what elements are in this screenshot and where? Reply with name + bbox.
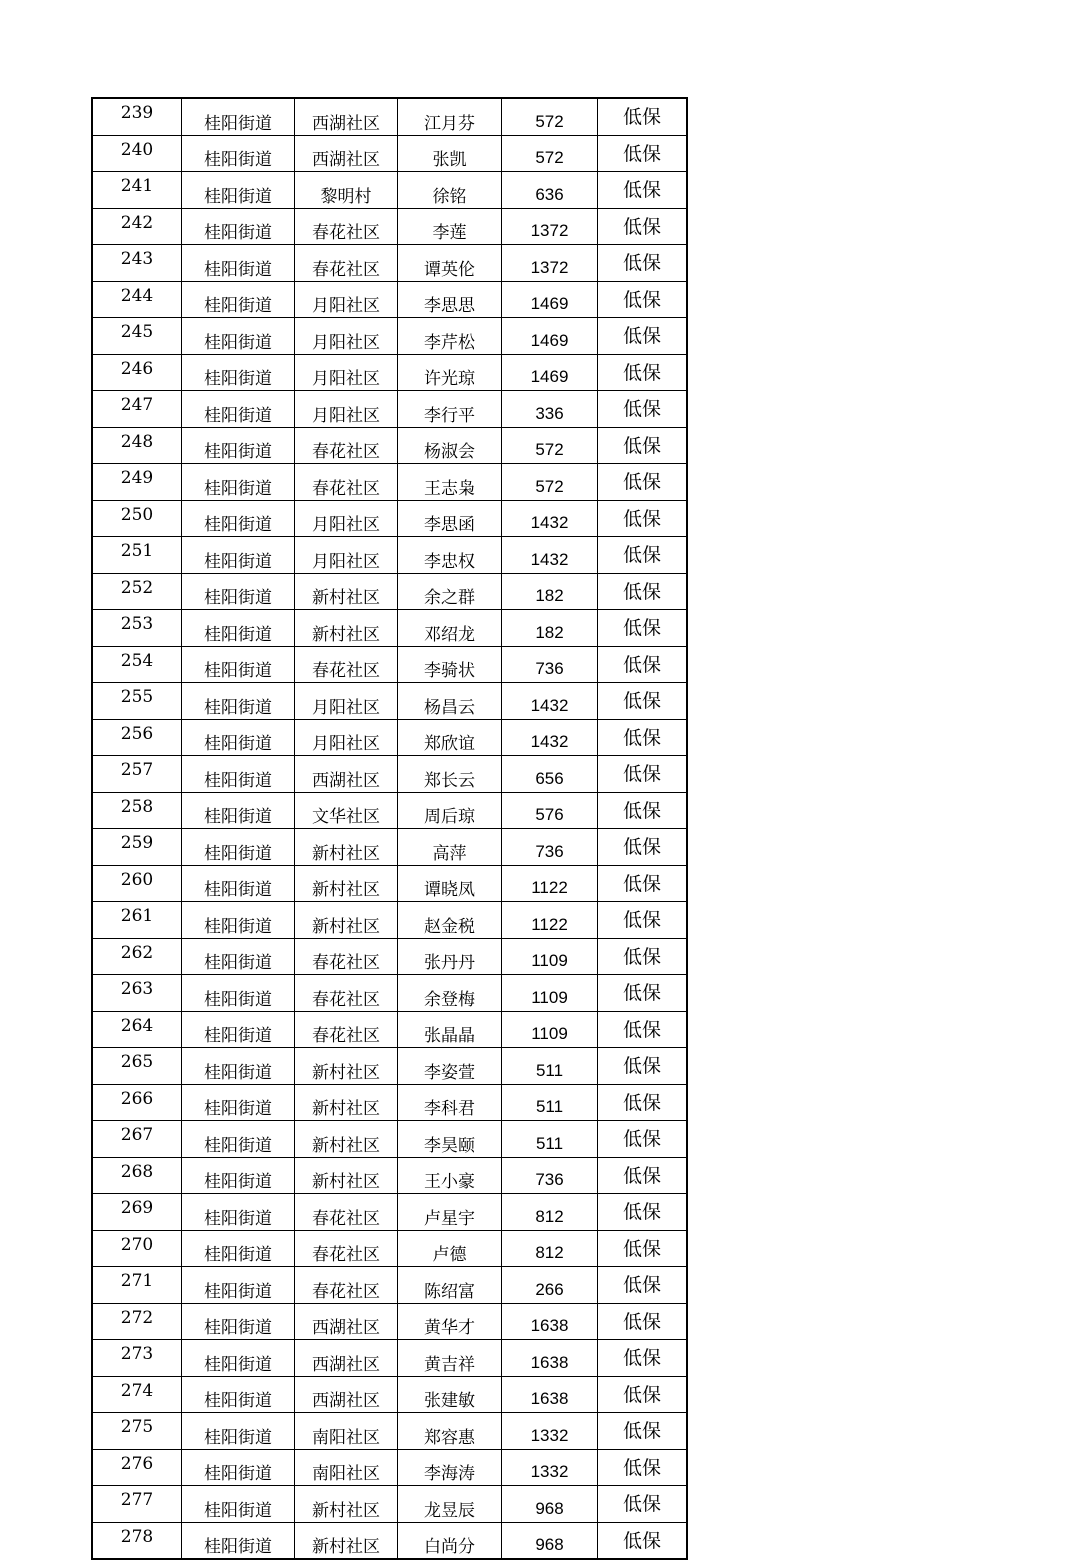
community-cell: 春花社区 xyxy=(295,1230,398,1267)
name-cell: 邓绍龙 xyxy=(398,610,502,647)
street-cell: 桂阳街道 xyxy=(182,391,295,428)
row-number-cell: 258 xyxy=(92,792,182,829)
type-cell: 低保 xyxy=(598,208,688,245)
street-cell: 桂阳街道 xyxy=(182,975,295,1012)
amount-cell: 1638 xyxy=(502,1303,598,1340)
amount-cell: 572 xyxy=(502,427,598,464)
street-cell: 桂阳街道 xyxy=(182,646,295,683)
street-cell: 桂阳街道 xyxy=(182,829,295,866)
name-cell: 赵金税 xyxy=(398,902,502,939)
row-number-cell: 254 xyxy=(92,646,182,683)
type-cell: 低保 xyxy=(598,683,688,720)
amount-cell: 511 xyxy=(502,1048,598,1085)
row-number-cell: 259 xyxy=(92,829,182,866)
row-number-cell: 240 xyxy=(92,135,182,172)
table-row xyxy=(92,1157,687,1194)
table-row xyxy=(92,281,687,318)
community-cell: 新村社区 xyxy=(295,573,398,610)
community-cell: 新村社区 xyxy=(295,1522,398,1559)
row-number-cell: 273 xyxy=(92,1340,182,1377)
name-cell: 李忠权 xyxy=(398,537,502,574)
amount-cell: 182 xyxy=(502,573,598,610)
community-cell: 西湖社区 xyxy=(295,1340,398,1377)
type-cell: 低保 xyxy=(598,245,688,282)
table-row xyxy=(92,354,687,391)
type-cell: 低保 xyxy=(598,573,688,610)
community-cell: 西湖社区 xyxy=(295,1376,398,1413)
name-cell: 黄华才 xyxy=(398,1303,502,1340)
table-row xyxy=(92,646,687,683)
amount-cell: 736 xyxy=(502,646,598,683)
community-cell: 南阳社区 xyxy=(295,1413,398,1450)
amount-cell: 736 xyxy=(502,829,598,866)
table-body xyxy=(92,98,687,1559)
community-cell: 月阳社区 xyxy=(295,537,398,574)
type-cell: 低保 xyxy=(598,1522,688,1559)
row-number-cell: 251 xyxy=(92,537,182,574)
row-number-cell: 257 xyxy=(92,756,182,793)
type-cell: 低保 xyxy=(598,1048,688,1085)
row-number-cell: 270 xyxy=(92,1230,182,1267)
amount-cell: 1372 xyxy=(502,208,598,245)
name-cell: 张凯 xyxy=(398,135,502,172)
type-cell: 低保 xyxy=(598,1230,688,1267)
row-number-cell: 267 xyxy=(92,1121,182,1158)
type-cell: 低保 xyxy=(598,427,688,464)
street-cell: 桂阳街道 xyxy=(182,1267,295,1304)
community-cell: 新村社区 xyxy=(295,1157,398,1194)
community-cell: 月阳社区 xyxy=(295,354,398,391)
table-row xyxy=(92,1486,687,1523)
name-cell: 张丹丹 xyxy=(398,938,502,975)
community-cell: 春花社区 xyxy=(295,1267,398,1304)
street-cell: 桂阳街道 xyxy=(182,938,295,975)
table-row xyxy=(92,537,687,574)
type-cell: 低保 xyxy=(598,281,688,318)
table-row xyxy=(92,427,687,464)
street-cell: 桂阳街道 xyxy=(182,610,295,647)
name-cell: 王志枭 xyxy=(398,464,502,501)
row-number-cell: 245 xyxy=(92,318,182,355)
table-row xyxy=(92,865,687,902)
type-cell: 低保 xyxy=(598,1194,688,1231)
type-cell: 低保 xyxy=(598,1376,688,1413)
community-cell: 春花社区 xyxy=(295,1011,398,1048)
row-number-cell: 274 xyxy=(92,1376,182,1413)
name-cell: 江月芬 xyxy=(398,98,502,135)
amount-cell: 968 xyxy=(502,1486,598,1523)
table-row xyxy=(92,1522,687,1559)
amount-cell: 572 xyxy=(502,98,598,135)
street-cell: 桂阳街道 xyxy=(182,281,295,318)
type-cell: 低保 xyxy=(598,1121,688,1158)
table-row xyxy=(92,829,687,866)
name-cell: 周后琼 xyxy=(398,792,502,829)
street-cell: 桂阳街道 xyxy=(182,792,295,829)
type-cell: 低保 xyxy=(598,1157,688,1194)
name-cell: 郑欣谊 xyxy=(398,719,502,756)
name-cell: 陈绍富 xyxy=(398,1267,502,1304)
beneficiary-table xyxy=(91,97,688,1560)
type-cell: 低保 xyxy=(598,1303,688,1340)
table-row xyxy=(92,208,687,245)
table-row xyxy=(92,610,687,647)
community-cell: 月阳社区 xyxy=(295,281,398,318)
street-cell: 桂阳街道 xyxy=(182,318,295,355)
amount-cell: 1332 xyxy=(502,1413,598,1450)
street-cell: 桂阳街道 xyxy=(182,135,295,172)
type-cell: 低保 xyxy=(598,172,688,209)
table-row xyxy=(92,1267,687,1304)
row-number-cell: 239 xyxy=(92,98,182,135)
name-cell: 李昊颐 xyxy=(398,1121,502,1158)
community-cell: 新村社区 xyxy=(295,829,398,866)
type-cell: 低保 xyxy=(598,1011,688,1048)
name-cell: 许光琼 xyxy=(398,354,502,391)
amount-cell: 1372 xyxy=(502,245,598,282)
community-cell: 新村社区 xyxy=(295,1486,398,1523)
table-row xyxy=(92,391,687,428)
row-number-cell: 255 xyxy=(92,683,182,720)
name-cell: 卢德 xyxy=(398,1230,502,1267)
table-row xyxy=(92,500,687,537)
community-cell: 春花社区 xyxy=(295,938,398,975)
name-cell: 李芹松 xyxy=(398,318,502,355)
name-cell: 徐铭 xyxy=(398,172,502,209)
amount-cell: 336 xyxy=(502,391,598,428)
type-cell: 低保 xyxy=(598,829,688,866)
amount-cell: 182 xyxy=(502,610,598,647)
type-cell: 低保 xyxy=(598,318,688,355)
amount-cell: 812 xyxy=(502,1230,598,1267)
row-number-cell: 249 xyxy=(92,464,182,501)
community-cell: 新村社区 xyxy=(295,610,398,647)
amount-cell: 1109 xyxy=(502,938,598,975)
community-cell: 春花社区 xyxy=(295,646,398,683)
name-cell: 余之群 xyxy=(398,573,502,610)
amount-cell: 656 xyxy=(502,756,598,793)
type-cell: 低保 xyxy=(598,98,688,135)
row-number-cell: 269 xyxy=(92,1194,182,1231)
street-cell: 桂阳街道 xyxy=(182,500,295,537)
name-cell: 李莲 xyxy=(398,208,502,245)
amount-cell: 1638 xyxy=(502,1340,598,1377)
amount-cell: 736 xyxy=(502,1157,598,1194)
table-row xyxy=(92,975,687,1012)
community-cell: 新村社区 xyxy=(295,902,398,939)
row-number-cell: 241 xyxy=(92,172,182,209)
street-cell: 桂阳街道 xyxy=(182,1486,295,1523)
amount-cell: 1109 xyxy=(502,975,598,1012)
street-cell: 桂阳街道 xyxy=(182,464,295,501)
street-cell: 桂阳街道 xyxy=(182,245,295,282)
street-cell: 桂阳街道 xyxy=(182,354,295,391)
type-cell: 低保 xyxy=(598,1486,688,1523)
name-cell: 张建敏 xyxy=(398,1376,502,1413)
community-cell: 春花社区 xyxy=(295,975,398,1012)
row-number-cell: 278 xyxy=(92,1522,182,1559)
street-cell: 桂阳街道 xyxy=(182,208,295,245)
street-cell: 桂阳街道 xyxy=(182,719,295,756)
community-cell: 西湖社区 xyxy=(295,135,398,172)
type-cell: 低保 xyxy=(598,1449,688,1486)
table-row xyxy=(92,98,687,135)
type-cell: 低保 xyxy=(598,1267,688,1304)
community-cell: 西湖社区 xyxy=(295,1303,398,1340)
community-cell: 西湖社区 xyxy=(295,98,398,135)
street-cell: 桂阳街道 xyxy=(182,1157,295,1194)
row-number-cell: 261 xyxy=(92,902,182,939)
street-cell: 桂阳街道 xyxy=(182,172,295,209)
table-row xyxy=(92,1011,687,1048)
street-cell: 桂阳街道 xyxy=(182,98,295,135)
community-cell: 春花社区 xyxy=(295,1194,398,1231)
amount-cell: 1332 xyxy=(502,1449,598,1486)
type-cell: 低保 xyxy=(598,135,688,172)
type-cell: 低保 xyxy=(598,902,688,939)
community-cell: 新村社区 xyxy=(295,865,398,902)
table-row xyxy=(92,1340,687,1377)
street-cell: 桂阳街道 xyxy=(182,1413,295,1450)
row-number-cell: 263 xyxy=(92,975,182,1012)
table-row xyxy=(92,464,687,501)
name-cell: 谭晓凤 xyxy=(398,865,502,902)
row-number-cell: 266 xyxy=(92,1084,182,1121)
type-cell: 低保 xyxy=(598,756,688,793)
amount-cell: 1432 xyxy=(502,719,598,756)
amount-cell: 511 xyxy=(502,1121,598,1158)
type-cell: 低保 xyxy=(598,537,688,574)
community-cell: 新村社区 xyxy=(295,1084,398,1121)
street-cell: 桂阳街道 xyxy=(182,1194,295,1231)
amount-cell: 636 xyxy=(502,172,598,209)
name-cell: 李骑状 xyxy=(398,646,502,683)
type-cell: 低保 xyxy=(598,610,688,647)
name-cell: 白尚分 xyxy=(398,1522,502,1559)
row-number-cell: 268 xyxy=(92,1157,182,1194)
table-row xyxy=(92,1230,687,1267)
name-cell: 龙昱辰 xyxy=(398,1486,502,1523)
amount-cell: 1122 xyxy=(502,865,598,902)
community-cell: 新村社区 xyxy=(295,1121,398,1158)
table-row xyxy=(92,1303,687,1340)
street-cell: 桂阳街道 xyxy=(182,1449,295,1486)
type-cell: 低保 xyxy=(598,464,688,501)
community-cell: 春花社区 xyxy=(295,208,398,245)
amount-cell: 572 xyxy=(502,464,598,501)
type-cell: 低保 xyxy=(598,391,688,428)
type-cell: 低保 xyxy=(598,1084,688,1121)
amount-cell: 1432 xyxy=(502,683,598,720)
name-cell: 郑容惠 xyxy=(398,1413,502,1450)
amount-cell: 576 xyxy=(502,792,598,829)
row-number-cell: 275 xyxy=(92,1413,182,1450)
amount-cell: 1432 xyxy=(502,500,598,537)
community-cell: 月阳社区 xyxy=(295,391,398,428)
street-cell: 桂阳街道 xyxy=(182,427,295,464)
community-cell: 文华社区 xyxy=(295,792,398,829)
street-cell: 桂阳街道 xyxy=(182,1121,295,1158)
name-cell: 李思思 xyxy=(398,281,502,318)
row-number-cell: 256 xyxy=(92,719,182,756)
row-number-cell: 242 xyxy=(92,208,182,245)
name-cell: 高萍 xyxy=(398,829,502,866)
street-cell: 桂阳街道 xyxy=(182,1230,295,1267)
table-row xyxy=(92,1121,687,1158)
row-number-cell: 253 xyxy=(92,610,182,647)
name-cell: 李科君 xyxy=(398,1084,502,1121)
type-cell: 低保 xyxy=(598,1340,688,1377)
name-cell: 李海涛 xyxy=(398,1449,502,1486)
amount-cell: 266 xyxy=(502,1267,598,1304)
row-number-cell: 272 xyxy=(92,1303,182,1340)
street-cell: 桂阳街道 xyxy=(182,902,295,939)
name-cell: 郑长云 xyxy=(398,756,502,793)
row-number-cell: 265 xyxy=(92,1048,182,1085)
row-number-cell: 277 xyxy=(92,1486,182,1523)
community-cell: 月阳社区 xyxy=(295,683,398,720)
table-row xyxy=(92,318,687,355)
row-number-cell: 243 xyxy=(92,245,182,282)
amount-cell: 1469 xyxy=(502,318,598,355)
type-cell: 低保 xyxy=(598,975,688,1012)
amount-cell: 1432 xyxy=(502,537,598,574)
row-number-cell: 276 xyxy=(92,1449,182,1486)
row-number-cell: 250 xyxy=(92,500,182,537)
row-number-cell: 262 xyxy=(92,938,182,975)
amount-cell: 1469 xyxy=(502,354,598,391)
table-row xyxy=(92,683,687,720)
type-cell: 低保 xyxy=(598,646,688,683)
table-row xyxy=(92,1194,687,1231)
row-number-cell: 252 xyxy=(92,573,182,610)
type-cell: 低保 xyxy=(598,865,688,902)
street-cell: 桂阳街道 xyxy=(182,865,295,902)
street-cell: 桂阳街道 xyxy=(182,1303,295,1340)
table-row xyxy=(92,1048,687,1085)
community-cell: 月阳社区 xyxy=(295,500,398,537)
street-cell: 桂阳街道 xyxy=(182,1522,295,1559)
street-cell: 桂阳街道 xyxy=(182,1048,295,1085)
amount-cell: 812 xyxy=(502,1194,598,1231)
name-cell: 李姿萱 xyxy=(398,1048,502,1085)
community-cell: 黎明村 xyxy=(295,172,398,209)
name-cell: 杨昌云 xyxy=(398,683,502,720)
community-cell: 月阳社区 xyxy=(295,318,398,355)
street-cell: 桂阳街道 xyxy=(182,683,295,720)
type-cell: 低保 xyxy=(598,500,688,537)
community-cell: 新村社区 xyxy=(295,1048,398,1085)
table-row xyxy=(92,1449,687,1486)
name-cell: 李思函 xyxy=(398,500,502,537)
amount-cell: 1109 xyxy=(502,1011,598,1048)
street-cell: 桂阳街道 xyxy=(182,537,295,574)
table-row xyxy=(92,902,687,939)
community-cell: 春花社区 xyxy=(295,427,398,464)
row-number-cell: 271 xyxy=(92,1267,182,1304)
row-number-cell: 244 xyxy=(92,281,182,318)
name-cell: 李行平 xyxy=(398,391,502,428)
community-cell: 西湖社区 xyxy=(295,756,398,793)
amount-cell: 572 xyxy=(502,135,598,172)
row-number-cell: 264 xyxy=(92,1011,182,1048)
table-row xyxy=(92,1376,687,1413)
type-cell: 低保 xyxy=(598,792,688,829)
street-cell: 桂阳街道 xyxy=(182,1376,295,1413)
table-row xyxy=(92,245,687,282)
name-cell: 谭英伦 xyxy=(398,245,502,282)
amount-cell: 1469 xyxy=(502,281,598,318)
amount-cell: 1638 xyxy=(502,1376,598,1413)
street-cell: 桂阳街道 xyxy=(182,1084,295,1121)
row-number-cell: 260 xyxy=(92,865,182,902)
community-cell: 南阳社区 xyxy=(295,1449,398,1486)
type-cell: 低保 xyxy=(598,938,688,975)
name-cell: 黄吉祥 xyxy=(398,1340,502,1377)
table-row xyxy=(92,756,687,793)
amount-cell: 968 xyxy=(502,1522,598,1559)
street-cell: 桂阳街道 xyxy=(182,1011,295,1048)
street-cell: 桂阳街道 xyxy=(182,1340,295,1377)
row-number-cell: 247 xyxy=(92,391,182,428)
type-cell: 低保 xyxy=(598,719,688,756)
table-row xyxy=(92,792,687,829)
table-row xyxy=(92,938,687,975)
community-cell: 月阳社区 xyxy=(295,719,398,756)
community-cell: 春花社区 xyxy=(295,464,398,501)
name-cell: 张晶晶 xyxy=(398,1011,502,1048)
table-row xyxy=(92,172,687,209)
community-cell: 春花社区 xyxy=(295,245,398,282)
amount-cell: 511 xyxy=(502,1084,598,1121)
name-cell: 王小豪 xyxy=(398,1157,502,1194)
street-cell: 桂阳街道 xyxy=(182,756,295,793)
street-cell: 桂阳街道 xyxy=(182,573,295,610)
name-cell: 卢星宇 xyxy=(398,1194,502,1231)
table-row xyxy=(92,1413,687,1450)
table-row xyxy=(92,719,687,756)
table-row xyxy=(92,573,687,610)
row-number-cell: 246 xyxy=(92,354,182,391)
amount-cell: 1122 xyxy=(502,902,598,939)
table-row xyxy=(92,135,687,172)
type-cell: 低保 xyxy=(598,1413,688,1450)
table-row xyxy=(92,1084,687,1121)
row-number-cell: 248 xyxy=(92,427,182,464)
type-cell: 低保 xyxy=(598,354,688,391)
name-cell: 余登梅 xyxy=(398,975,502,1012)
name-cell: 杨淑会 xyxy=(398,427,502,464)
